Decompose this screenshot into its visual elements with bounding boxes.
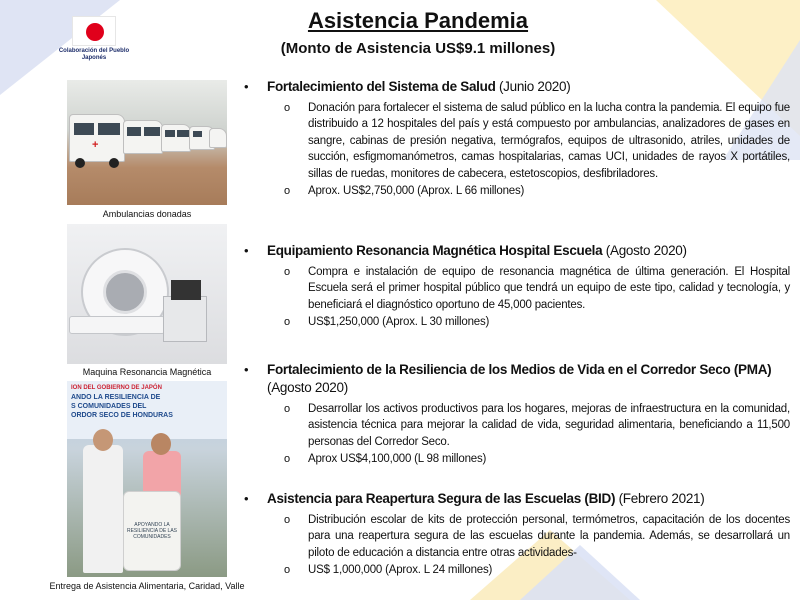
circle-bullet-icon: o [284, 403, 290, 415]
bullet-icon: • [244, 362, 249, 377]
ambulances-photo [67, 80, 227, 205]
ambulance-image [123, 120, 163, 154]
page-subtitle: (Monto de Asistencia US$9.1 millones) [280, 40, 556, 57]
woman-head [151, 433, 171, 455]
section-title [242, 242, 790, 260]
circle-bullet-icon: o [284, 514, 290, 526]
item-text: Donación para fortalecer el sistema de salud público en la lucha contra la pandemia. El equipo fue distribuido a 12 hospitales del país y está compuesto por ambulancias, analizadores de gases en sangre, cabinas de presión negativa, termógrafos, equipos de ultrasonido, atriles, unidades de succión, esfigmomanómetros, camas hospitalarias, camas UCI, unidades de rayos X portátiles, sillas de ruedas, monitores de cabecera, estetoscopios, desfibriladores. [308, 102, 790, 180]
list-item [242, 562, 790, 578]
logo-text: Colaboración del Pueblo Japonés [58, 48, 130, 61]
banner-line: ANDO LA RESILIENCIA DE [71, 394, 161, 401]
banner-line: ION DEL GOBIERNO DE JAPÓN [71, 385, 162, 391]
bullet-icon: • [244, 491, 249, 506]
item-text: Desarrollar los activos productivos para los hogares, mejoras de infraestructura en la comunidad, asistencia técnica para mejorar la calidad de vida, seguridad alimentaria, beneficiando a 11,500 personas del Corredor Seco. [308, 403, 790, 448]
section-school-reopening [242, 490, 790, 579]
bullet-icon: • [244, 79, 249, 94]
list-item [242, 264, 790, 313]
mri-bed-image [69, 316, 165, 334]
section-title [242, 78, 790, 96]
food-aid-caption: Entrega de Asistencia Alimentaria, Caridad, Valle [49, 581, 245, 591]
ambulances-caption: Ambulancias donadas [102, 209, 192, 219]
section-title-date: (Agosto 2020) [602, 243, 687, 258]
section-title-date: (Agosto 2020) [267, 380, 348, 395]
mri-bore-image [103, 270, 147, 314]
circle-bullet-icon: o [284, 453, 290, 466]
item-text: US$1,250,000 (Aprox. L 30 millones) [308, 316, 490, 329]
page-title: Asistencia Pandemia [307, 8, 529, 33]
banner-line: S COMUNIDADES DEL [71, 403, 147, 410]
circle-bullet-icon: o [284, 316, 290, 329]
ambulance-image [209, 128, 227, 148]
list-item [242, 314, 790, 330]
mri-monitor-image [171, 280, 201, 300]
circle-bullet-icon: o [284, 102, 290, 114]
section-title-bold: Equipamiento Resonancia Magnética Hospital Escuela [267, 243, 603, 258]
photo-banner [67, 381, 227, 439]
ambulance-image: + [69, 114, 125, 162]
list-item [242, 451, 790, 467]
food-sack: APOYANDO LA RESILIENCIA DE LAS COMUNIDADES [123, 491, 181, 571]
section-mri-equipment [242, 242, 790, 331]
section-title-bold: Fortalecimiento del Sistema de Salud [267, 79, 496, 94]
bullet-icon: • [244, 243, 249, 258]
banner-line: ORDOR SECO DE HONDURAS [71, 412, 173, 419]
man-head [93, 429, 113, 451]
item-text: Aprox. US$2,750,000 (Aprox. L 66 millones) [308, 185, 525, 198]
mri-caption: Maquina Resonancia Magnética [82, 367, 212, 377]
man-figure [83, 445, 123, 573]
mri-console-stand [163, 296, 207, 342]
item-text: Distribución escolar de kits de protección personal, termómetros, capacitación de los docentes para una reapertura segura de las escuelas durante la pandemia. Además, se desarrollará un piloto de educación a distancia entre otras actividades- [308, 514, 790, 559]
section-title-date: (Febrero 2021) [615, 491, 705, 506]
mri-machine-photo [67, 224, 227, 364]
section-title-bold: Asistencia para Reapertura Segura de las Escuelas (BID) [267, 491, 616, 506]
section-title [242, 490, 790, 508]
ambulance-image [161, 124, 191, 152]
list-item [242, 183, 790, 199]
circle-bullet-icon: o [284, 564, 290, 577]
list-item [242, 401, 790, 450]
list-item [242, 512, 790, 561]
section-title-bold: Fortalecimiento de la Resiliencia de los Medios de Vida en el Corredor Seco (PMA) [267, 362, 772, 377]
section-dry-corridor [242, 361, 790, 468]
item-text: US$ 1,000,000 (Aprox. L 24 millones) [308, 564, 493, 577]
section-title [242, 361, 790, 397]
item-text: Aprox US$4,100,000 (L 98 millones) [308, 453, 487, 466]
section-title-date: (Junio 2020) [495, 79, 571, 94]
section-health-system [242, 78, 790, 199]
circle-bullet-icon: o [284, 185, 290, 198]
circle-bullet-icon: o [284, 266, 290, 278]
item-text: Compra e instalación de equipo de resonancia magnética de última generación. El Hospital Escuela será el primer hospital público que tendrá un equipo de este tipo, calidad y tecnología, y beneficiará el diagnóstico oportuno de 45,000 pacientes. [308, 266, 790, 311]
food-aid-photo [67, 381, 227, 577]
list-item [242, 100, 790, 182]
